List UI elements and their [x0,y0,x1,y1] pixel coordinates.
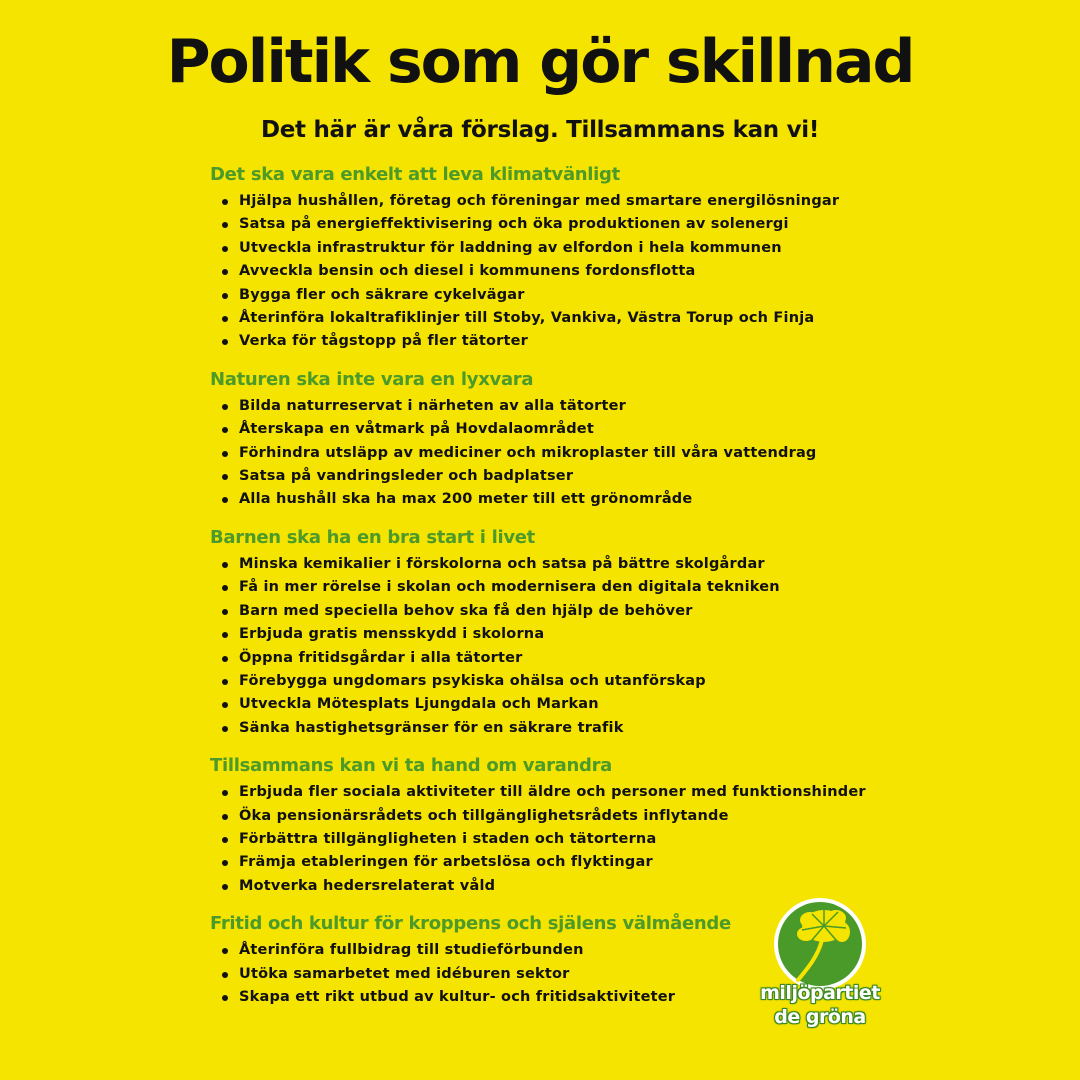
proposal-section [210,523,870,740]
bullet-icon [222,656,228,662]
section-heading: Det ska vara enkelt att leva klimatvänligt [210,164,620,185]
proposal-items [210,190,870,354]
logo-text-line1: miljöpartiet [760,982,880,1004]
bullet-icon [222,995,228,1001]
bullet-icon [222,948,228,954]
list-item-text: Öppna fritidsgårdar i alla tätorter [239,649,523,666]
bullet-icon [222,427,228,433]
bullet-icon [222,679,228,685]
list-item-text: Förebygga ungdomars psykiska ohälsa och utanförskap [239,672,706,689]
list-item-text: Få in mer rörelse i skolan och modernisera den digitala tekniken [239,579,780,596]
list-item-text: Återinföra fullbidrag till studieförbunden [239,942,584,959]
party-logo [758,896,882,1046]
list-item [210,307,870,330]
list-item-text: Satsa på energieffektivisering och öka produktionen av solenergi [239,216,789,233]
list-item [210,600,870,623]
list-item-text: Öka pensionärsrådets och tillgänglighetsrådets inflytande [239,807,729,824]
list-item-text: Bilda naturreservat i närheten av alla tätorter [239,397,627,414]
list-item-text: Motverka hedersrelaterat våld [239,877,496,894]
bullet-icon [222,246,228,252]
list-item [210,213,870,236]
proposal-list [210,160,870,1020]
list-item [210,805,870,828]
list-item-text: Främja etableringen för arbetslösa och flyktingar [239,854,653,871]
list-item [210,330,870,353]
bullet-icon [222,790,228,796]
list-item-text: Förbättra tillgängligheten i staden och tätorterna [239,830,657,847]
section-heading: Tillsammans kan vi ta hand om varandra [210,755,613,777]
proposal-items [210,395,870,512]
list-item-text: Verka för tågstopp på fler tätorter [239,333,528,350]
page-title: Politik som gör skillnad [166,27,914,97]
list-item-text: Alla hushåll ska ha max 200 meter till ett grönområde [239,491,693,508]
list-item-text: Sänka hastighetsgränser för en säkrare trafik [239,719,624,736]
bullet-icon [222,199,228,205]
list-item [210,418,870,441]
bullet-icon [222,222,228,228]
list-item-text: Barn med speciella behov ska få den hjälp de behöver [239,602,693,619]
list-item-text: Utveckla infrastruktur för laddning av elfordon i hela kommunen [239,239,782,256]
list-item [210,875,870,898]
list-item [210,553,870,576]
section-heading: Barnen ska ha en bra start i livet [210,526,535,548]
list-item [210,488,870,511]
bullet-icon [222,837,228,843]
section-heading: Fritid och kultur för kroppens och själens välmående [210,913,731,935]
bullet-icon [222,860,228,866]
list-item-text: Minska kemikalier i förskolorna och satsa på bättre skolgårdar [239,555,765,572]
list-item [210,647,870,670]
list-item-text: Återinföra lokaltrafiklinjer till Stoby, Vankiva, Västra Torup och Finja [239,310,815,327]
list-item [210,693,870,716]
list-item [210,442,870,465]
list-item [210,781,870,804]
bullet-icon [222,497,228,503]
bullet-icon [222,972,228,978]
bullet-icon [222,632,228,638]
list-item [210,465,870,488]
list-item-text: Bygga fler och säkrare cykelvägar [239,286,525,303]
list-item [210,851,870,874]
page-subtitle: Det här är våra förslag. Tillsammans kan vi! [260,117,820,143]
bullet-icon [222,339,228,345]
proposal-items [210,553,870,740]
list-item-text: Skapa ett rikt utbud av kultur- och fritidsaktiviteter [239,988,676,1005]
proposal-section [210,365,870,512]
bullet-icon [222,269,228,275]
list-item [210,284,870,307]
bullet-icon [222,293,228,299]
list-item-text: Satsa på vandringsleder och badplatser [239,468,574,485]
proposal-section [210,160,870,354]
list-item [210,623,870,646]
bullet-icon [222,562,228,568]
list-item [210,828,870,851]
bullet-icon [222,884,228,890]
bullet-icon [222,404,228,410]
list-item [210,190,870,213]
section-heading: Naturen ska inte vara en lyxvara [210,368,534,390]
bullet-icon [222,814,228,820]
list-item-text: Utöka samarbetet med idéburen sektor [239,965,570,982]
list-item-text: Avveckla bensin och diesel i kommunens fordonsflotta [239,263,696,280]
list-item-text: Återskapa en våtmark på Hovdalaområdet [239,421,594,438]
list-item [210,670,870,693]
bullet-icon [222,316,228,322]
bullet-icon [222,609,228,615]
list-item-text: Förhindra utsläpp av mediciner och mikroplaster till våra vattendrag [239,444,817,461]
dandelion-icon [772,896,868,992]
list-item [210,576,870,599]
list-item-text: Hjälpa hushållen, företag och föreningar med smartare energilösningar [239,193,840,209]
list-item [210,237,870,260]
bullet-icon [222,585,228,591]
list-item-text: Utveckla Mötesplats Ljungdala och Markan [239,696,599,713]
bullet-icon [222,451,228,457]
bullet-icon [222,726,228,732]
proposal-items [210,781,870,898]
list-item-text: Erbjuda fler sociala aktiviteter till äldre och personer med funktionshinder [239,784,866,801]
list-item [210,260,870,283]
list-item [210,717,870,740]
bullet-icon [222,702,228,708]
list-item-text: Erbjuda gratis mensskydd i skolorna [239,626,545,643]
bullet-icon [222,474,228,480]
logo-text-line2: de gröna [774,1006,866,1028]
list-item [210,395,870,418]
proposal-section [210,751,870,898]
